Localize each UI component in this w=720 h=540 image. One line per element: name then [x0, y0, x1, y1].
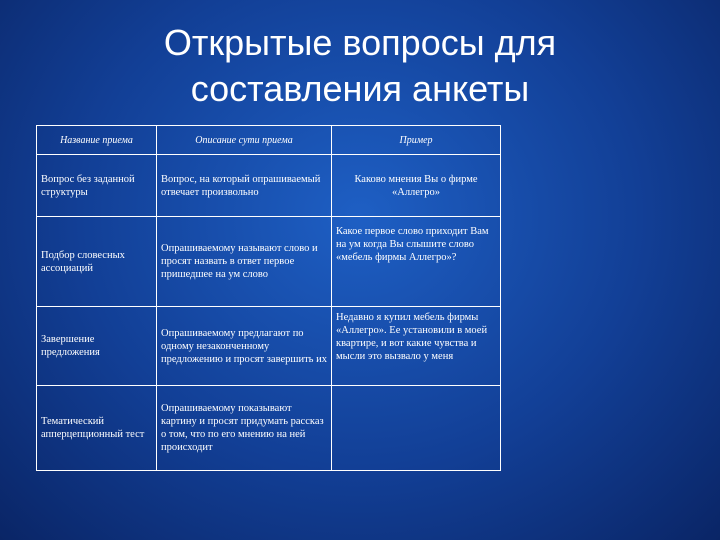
title-line-2: составления анкеты — [190, 68, 530, 109]
table-row — [37, 155, 501, 217]
method-example: Каково мнения Вы о фирме «Аллегро» — [332, 155, 501, 217]
method-description: Опрашиваемому показывают картину и просят придумать рассказ о том, что по его мнению на ней происходит — [157, 386, 332, 471]
method-description: Вопрос, на который опрашиваемый отвечает произвольно — [157, 155, 332, 217]
method-name: Завершение предложения — [37, 307, 157, 386]
method-description: Опрашиваемому предлагают по одному незаконченному предложению и просят завершить их — [157, 307, 332, 386]
method-example: Недавно я купил мебель фирмы «Аллегро». Ее установили в моей квартире, и вот какие чувства и мысли это вызвало у меня — [332, 307, 501, 386]
method-name: Вопрос без заданной структуры — [37, 155, 157, 217]
method-description: Опрашиваемому называют слово и просят назвать в ответ первое пришедшее на ум слово — [157, 217, 332, 307]
method-name: Подбор словесных ассоциаций — [37, 217, 157, 307]
header-method-name: Название приема — [37, 126, 157, 155]
header-example: Пример — [332, 126, 501, 155]
title-line-1: Открытые вопросы для — [163, 22, 557, 63]
slide-title — [0, 20, 720, 112]
table-row — [37, 386, 501, 471]
method-example: Какое первое слово приходит Вам на ум когда Вы слышите слово «мебель фирмы Аллегро»? — [332, 217, 501, 307]
methods-table — [36, 125, 501, 471]
method-name: Тематический апперцепционный тест — [37, 386, 157, 471]
header-method-description: Описание сути приема — [157, 126, 332, 155]
table-header-row — [37, 126, 501, 155]
method-example — [332, 386, 501, 471]
table-row — [37, 307, 501, 386]
table-row — [37, 217, 501, 307]
